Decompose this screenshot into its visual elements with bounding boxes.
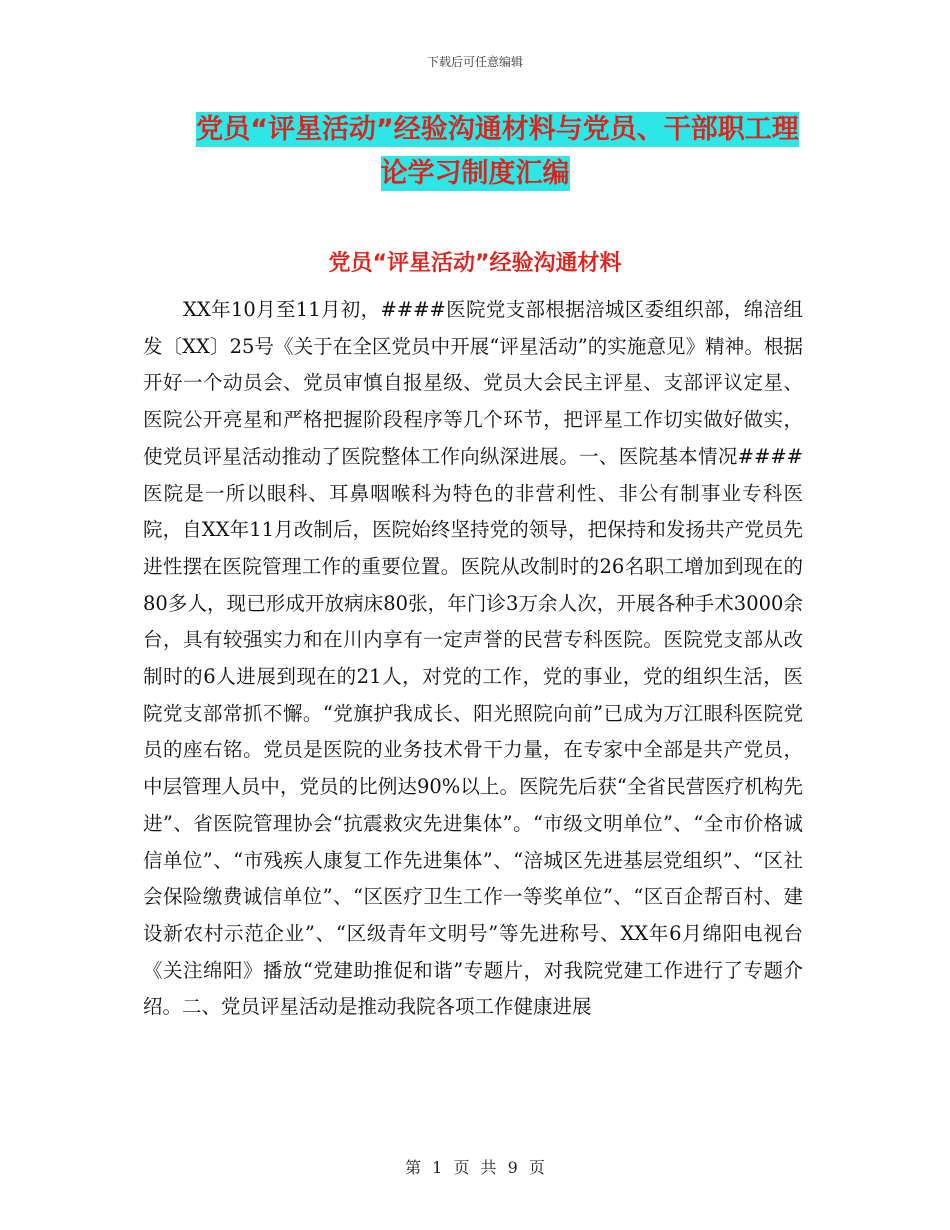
body-paragraph: XX年10月至11月初，####医院党支部根据涪城区委组织部，绵涪组发〔XX〕25号《关于在全区党员中开展“评星活动”的实施意见》精神。根据开好一个动员会、党员审慎自报星级、党员大会民主评星、支部评议定星、医院公开亮星和严格把握阶段程序等几个环节，把评星工作切实做好做实，使党员评星活动推动了医院整体工作向纵深进展。一、医院基本情况####医院是一所以眼科、耳鼻咽喉科为特色的非营利性、非公有制事业专科医院，自XX年11月改制后，医院始终坚持党的领导，把保持和发扬共产党员先进性摆在医院管理工作的重要位置。医院从改制时的26名职工增加到现在的80多人，现已形成开放病床80张，年门诊3万余人次，开展各种手术3000余台，具有较强实力和在川内享有一定声誉的民营专科医院。医院党支部从改制时的6人进展到现在的21人，对党的工作，党的事业，党的组织生活，医院党支部常抓不懈。“党旗护我成长、阳光照院向前”已成为万江眼科医院党员的座右铭。党员是医院的业务技术骨干力量，在专家中全部是共产党员，中层管理人员中，党员的比例达90%以上。医院先后获“全省民营医疗机构先进”、省医院管理协会“抗震救灾先进集体”。“市级文明单位”、“全市价格诚信单位”、“市残疾人康复工作先进集体”、“涪城区先进基层党组织”、“区社会保险缴费诚信单位”、“区医疗卫生工作一等奖单位”、“区百企帮百村、建设新农村示范企业”、“区级青年文明号”等先进称号、XX年6月绵阳电视台《关注绵阳》播放“党建助推促和谐”专题片，对我院党建工作进行了专题介绍。二、党员评星活动是推动我院各项工作健康进展 (143, 298, 803, 1019)
document-title-line-2: 论学习制度汇编 (380, 158, 570, 189)
section-title: 党员“评星活动”经验沟通材料 (328, 251, 622, 276)
page-header-note: 下载后可任意编辑 (426, 55, 523, 69)
page-number: 第 1 页 共 9 页 (405, 1158, 545, 1177)
document-title-line-1: 党员“评星活动”经验沟通材料与党员、干部职工理 (196, 114, 799, 145)
document-title (0, 108, 950, 196)
